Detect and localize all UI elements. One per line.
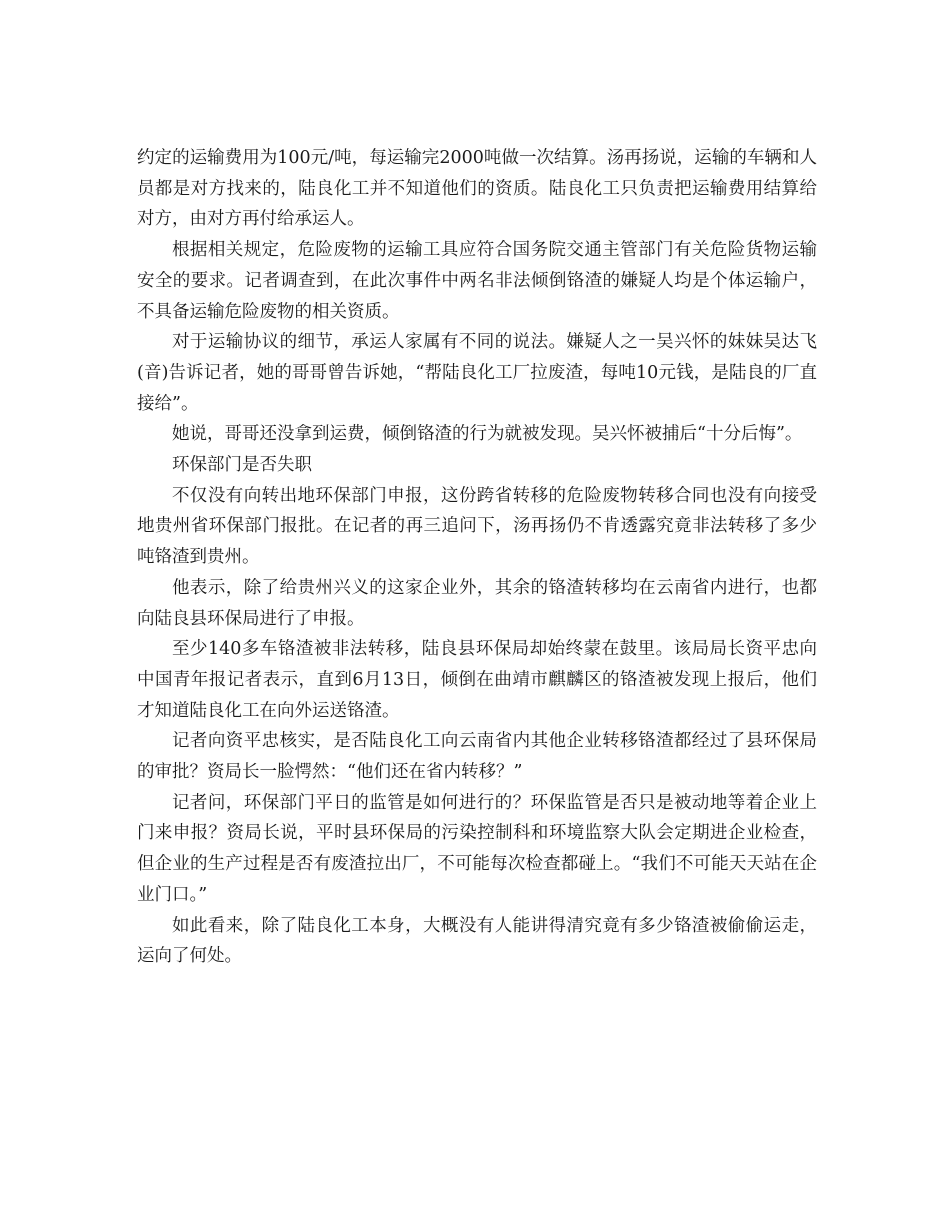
paragraph: 记者问，环保部门平日的监管是如何进行的？环保监管是否只是被动地等着企业上门来申报？资局长说，平时县环保局的污染控制科和环境监察大队会定期进企业检查，但企业的生产过程是否有废渣拉出厂，不可能每次检查都碰上。“我们不可能天天站在企业门口。” [137,792,817,905]
paragraph: 他表示，除了给贵州兴义的这家企业外，其余的铬渣转移均在云南省内进行，也都向陆良县环保局进行了申报。 [137,577,817,629]
paragraph: 如此看来，除了陆良化工本身，大概没有人能讲得清究竟有多少铬渣被偷偷运走，运向了何处。 [137,915,817,967]
paragraph: 不仅没有向转出地环保部门申报，这份跨省转移的危险废物转移合同也没有向接受地贵州省环保部门报批。在记者的再三追问下，汤再扬仍不肯透露究竟非法转移了多少吨铬渣到贵州。 [137,485,817,568]
paragraph-continued: 约定的运输费用为100元/吨，每运输完2000吨做一次结算。汤再扬说，运输的车辆和人员都是对方找来的，陆良化工并不知道他们的资质。陆良化工只负责把运输费用结算给对方，由对方再付给承运人。 [137,148,817,230]
section-heading: 环保部门是否失职 [172,455,312,476]
article-body [137,143,817,972]
paragraph: 对于运输协议的细节，承运人家属有不同的说法。嫌疑人之一吴兴怀的妹妹吴达飞(音)告诉记者，她的哥哥曾告诉她，“帮陆良化工厂拉废渣，每吨10元钱，是陆良的厂直接给”。 [137,332,817,414]
paragraph: 至少140多车铬渣被非法转移，陆良县环保局却始终蒙在鼓里。该局局长资平忠向中国青年报记者表示，直到6月13日，倾倒在曲靖市麒麟区的铬渣被发现上报后，他们才知道陆良化工在向外运送铬渣。 [137,639,817,721]
paragraph: 记者向资平忠核实，是否陆良化工向云南省内其他企业转移铬渣都经过了县环保局的审批？资局长一脸愕然：“他们还在省内转移？” [137,731,817,783]
paragraph: 根据相关规定，危险废物的运输工具应符合国务院交通主管部门有关危险货物运输安全的要求。记者调查到，在此次事件中两名非法倾倒铬渣的嫌疑人均是个体运输户，不具备运输危险废物的相关资质。 [137,240,817,322]
paragraph: 她说，哥哥还没拿到运费，倾倒铬渣的行为就被发现。吴兴怀被捕后“十分后悔”。 [172,424,803,445]
